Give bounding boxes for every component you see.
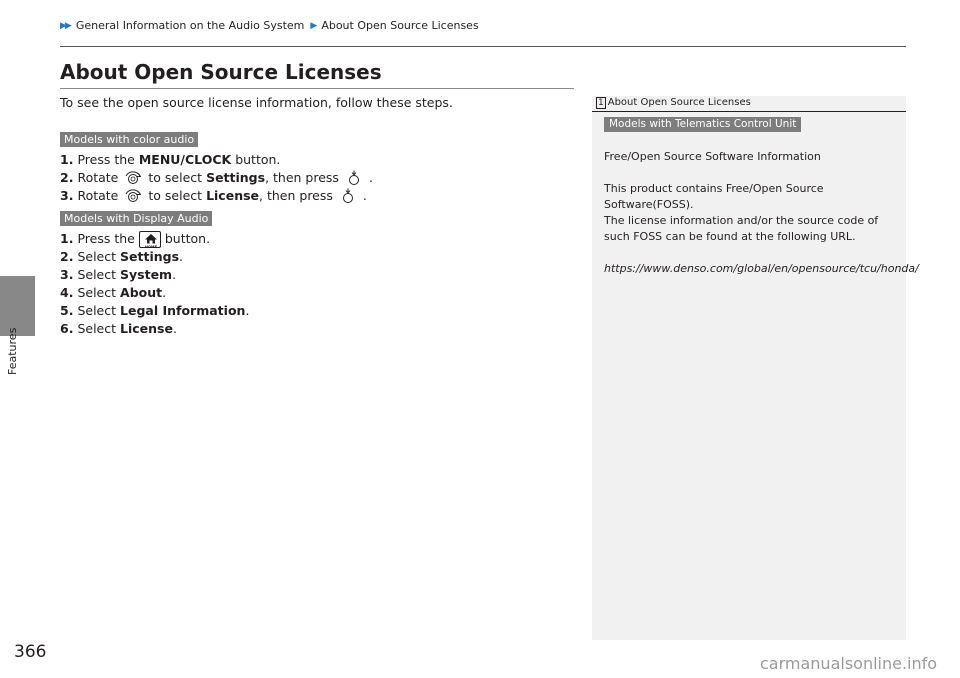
step-text: . [172, 321, 177, 336]
list-item [60, 284, 249, 302]
watermark: carmanualsonline.info [760, 654, 938, 673]
menu-item-label: Legal Information [120, 303, 246, 318]
press-knob-icon [345, 170, 363, 186]
step-text: . [172, 267, 177, 282]
home-button-label: HOME [144, 244, 157, 249]
step-number: 3. [60, 188, 74, 203]
sidebar-header [592, 96, 906, 112]
list-item [60, 302, 249, 320]
menu-item-label: About [120, 285, 163, 300]
step-number: 5. [60, 303, 74, 318]
sidebar-paragraph: This product contains Free/Open Source Software(FOSS). [604, 182, 824, 211]
rotate-knob-icon [124, 188, 142, 204]
license-url-link[interactable]: https://www.denso.com/global/en/opensource/tcu/honda/ [604, 262, 919, 275]
step-text: . [179, 249, 184, 264]
breadcrumb [60, 19, 479, 32]
step-text: . [368, 170, 373, 185]
intro-text: To see the open source license information, follow these steps. [60, 95, 453, 110]
menu-clock-button-label: MENU/CLOCK [138, 152, 232, 167]
step-text: Rotate [77, 170, 119, 185]
list-item [60, 266, 249, 284]
color-audio-steps [60, 151, 373, 205]
list-item [60, 187, 373, 205]
home-button-icon [139, 231, 161, 248]
page-number: 366 [14, 642, 47, 662]
step-text: . [245, 303, 250, 318]
list-item [60, 230, 249, 248]
step-text: to select [148, 170, 203, 185]
menu-item-label: License [120, 321, 173, 336]
step-text: . [362, 188, 367, 203]
list-item [60, 151, 373, 169]
step-text: button. [164, 231, 211, 246]
step-text: Select [77, 303, 117, 318]
list-item [60, 320, 249, 338]
display-audio-badge: Models with Display Audio [60, 211, 212, 226]
menu-item-label: License [206, 188, 260, 203]
sidebar-heading: Free/Open Source Software Information [604, 150, 821, 163]
breadcrumb-arrow-icon: ▶ [310, 20, 318, 31]
page-title: About Open Source Licenses [60, 60, 382, 84]
step-text: Select [77, 321, 117, 336]
step-text: , then press [259, 188, 333, 203]
sidebar-note [592, 96, 919, 640]
step-text: button. [235, 152, 281, 167]
sidebar-body [604, 149, 919, 293]
menu-item-label: Settings [206, 170, 266, 185]
step-number: 6. [60, 321, 74, 336]
menu-item-label: Settings [120, 249, 180, 264]
step-number: 4. [60, 285, 74, 300]
step-text: Select [77, 267, 117, 282]
section-label: Features [6, 327, 19, 375]
step-text: Select [77, 249, 117, 264]
header-divider [60, 46, 906, 47]
title-divider [60, 88, 574, 89]
step-number: 2. [60, 249, 74, 264]
sidebar-paragraph: The license information and/or the source code of such FOSS can be found at the following URL. [604, 214, 879, 243]
step-text: , then press [265, 170, 339, 185]
rotate-knob-icon [124, 170, 142, 186]
step-number: 2. [60, 170, 74, 185]
breadcrumb-parent-link[interactable]: General Information on the Audio System [75, 19, 305, 32]
sidebar-title [596, 97, 751, 108]
breadcrumb-double-arrow-icon: ▶▶ [60, 20, 70, 31]
step-number: 1. [60, 231, 74, 246]
color-audio-badge: Models with color audio [60, 132, 198, 147]
list-item [60, 169, 373, 187]
telematics-badge: Models with Telematics Control Unit [604, 117, 801, 132]
step-text: Rotate [77, 188, 119, 203]
step-text: Select [77, 285, 117, 300]
sidebar-title-text: About Open Source Licenses [607, 97, 751, 108]
step-text: . [162, 285, 167, 300]
press-knob-icon [339, 188, 357, 204]
step-text: to select [148, 188, 203, 203]
reference-marker: 1 [598, 98, 604, 108]
menu-item-label: System [120, 267, 173, 282]
step-number: 3. [60, 267, 74, 282]
list-item [60, 248, 249, 266]
display-audio-steps [60, 230, 249, 338]
step-text: Press the [77, 152, 135, 167]
step-number: 1. [60, 152, 74, 167]
step-text: Press the [77, 231, 135, 246]
breadcrumb-current: About Open Source Licenses [321, 19, 479, 32]
